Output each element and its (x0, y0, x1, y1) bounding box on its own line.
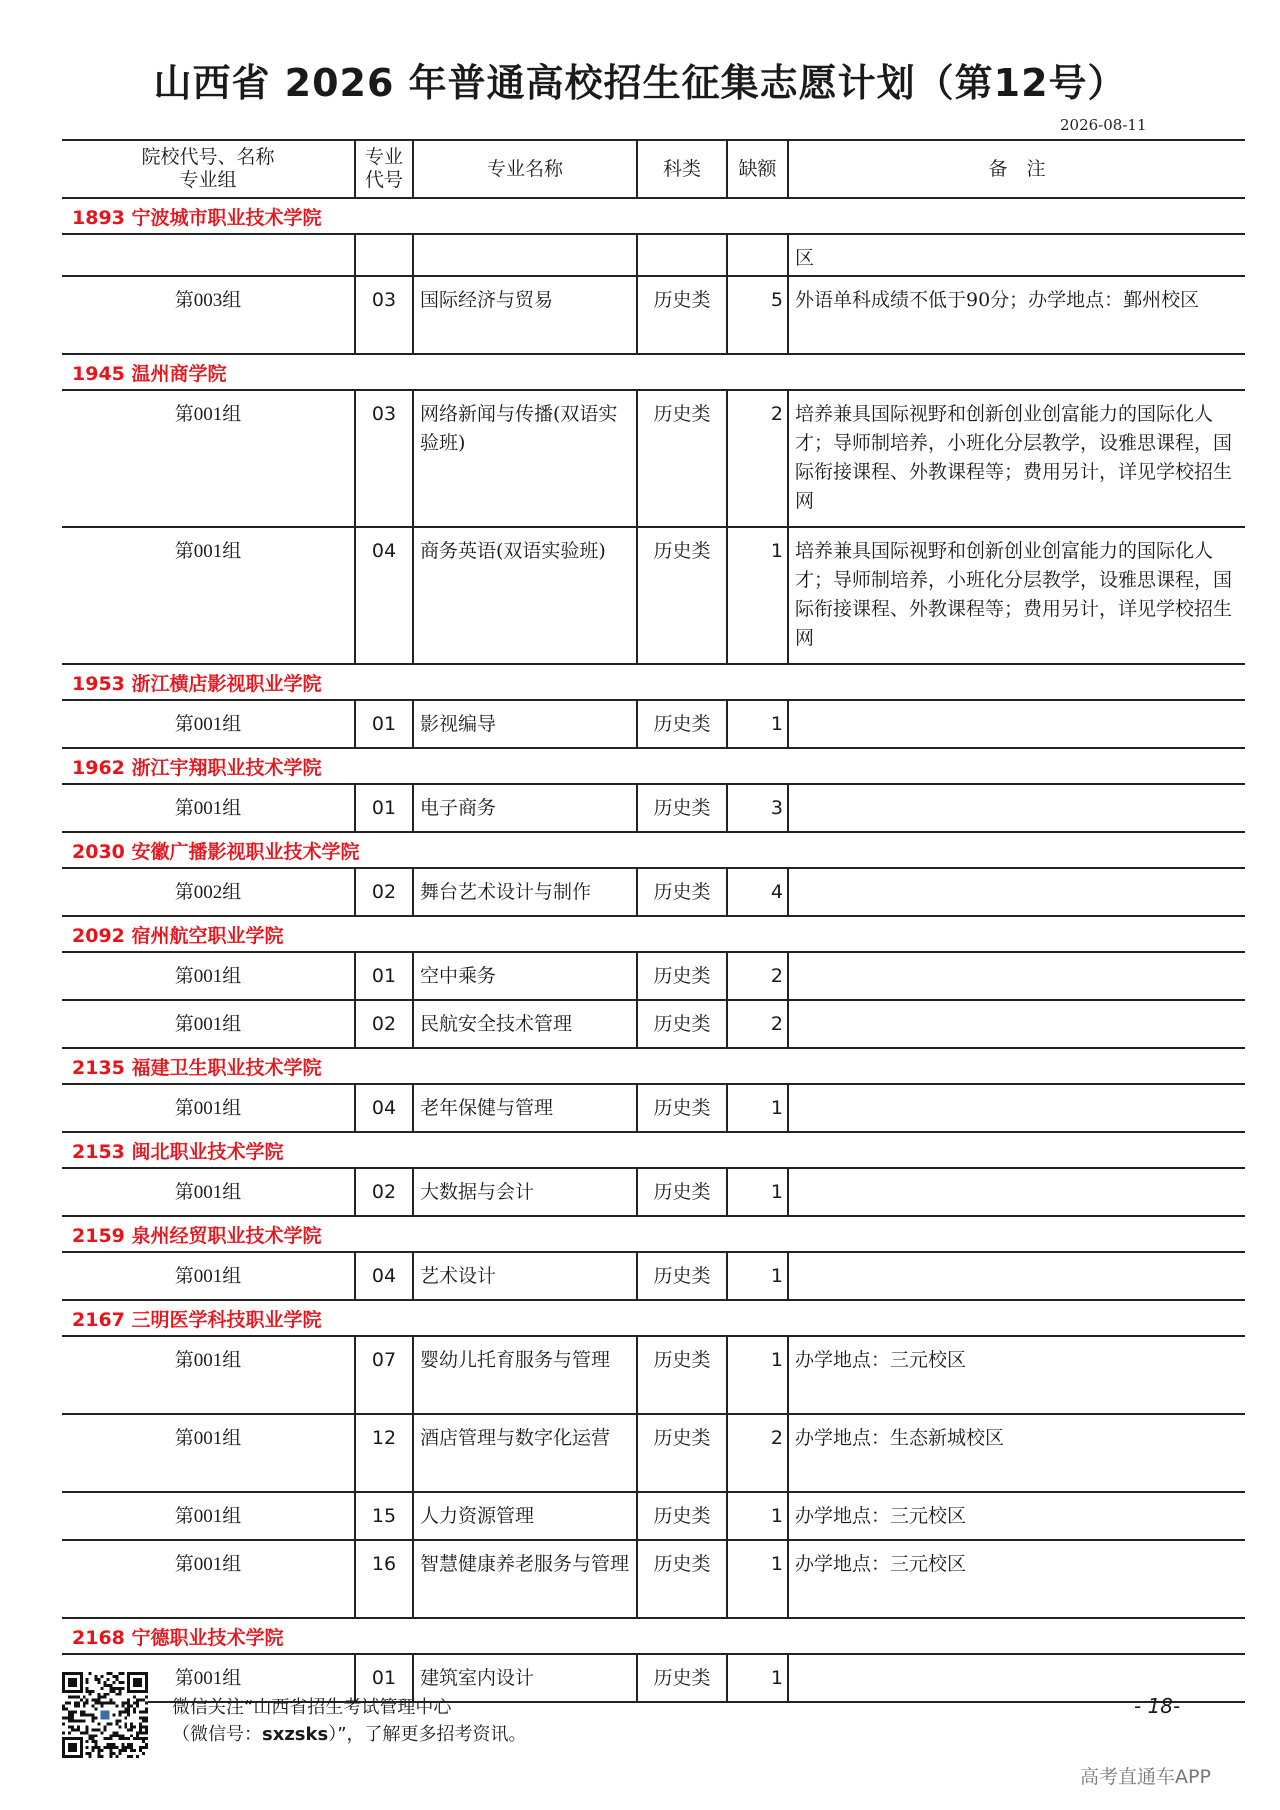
major-name-cell: 建筑室内设计 (412, 1655, 636, 1701)
category-cell: 历史类 (636, 1085, 726, 1131)
major-name-cell: 民航安全技术管理 (412, 1001, 636, 1047)
table-row (62, 391, 1245, 528)
category-cell: 历史类 (636, 785, 726, 831)
vacancy-cell: 2 (726, 953, 787, 999)
major-code-cell: 02 (354, 869, 412, 915)
school-row: 2159 泉州经贸职业技术学院 (62, 1217, 1245, 1253)
vacancy-cell: 5 (726, 277, 787, 353)
header-school-group (62, 141, 354, 197)
table-row (62, 701, 1245, 749)
remarks-cell (787, 785, 1245, 831)
group-cell: 第001组 (174, 966, 242, 987)
vacancy-cell: 1 (726, 1085, 787, 1131)
table-row (62, 1085, 1245, 1133)
table-row (62, 1169, 1245, 1217)
group-cell: 第001组 (174, 1554, 242, 1575)
header-major-name: 专业名称 (412, 141, 636, 197)
header-category: 科类 (636, 141, 726, 197)
major-code-cell: 02 (354, 1001, 412, 1047)
remarks-cell (787, 1253, 1245, 1299)
table-row (62, 1001, 1245, 1049)
table-body (62, 235, 1245, 1703)
category-cell: 历史类 (636, 953, 726, 999)
vacancy-cell: 1 (726, 1169, 787, 1215)
footer-text (172, 1694, 527, 1748)
remarks-cell (787, 869, 1245, 915)
major-name-cell (412, 235, 636, 275)
table-row (62, 869, 1245, 917)
school-row: 2168 宁德职业技术学院 (62, 1619, 1245, 1655)
school-row: 2135 福建卫生职业技术学院 (62, 1049, 1245, 1085)
header-remarks: 备 注 (787, 141, 1245, 197)
vacancy-cell: 3 (726, 785, 787, 831)
major-code-cell: 04 (354, 528, 412, 663)
header-school-group-text: 院校代号、名称 专业组 (141, 146, 275, 191)
vacancy-cell: 2 (726, 1415, 787, 1491)
major-name-cell: 影视编导 (412, 701, 636, 747)
remarks-cell (787, 701, 1245, 747)
major-code-cell: 04 (354, 1085, 412, 1131)
group-cell: 第001组 (174, 1098, 242, 1119)
category-cell: 历史类 (636, 1253, 726, 1299)
major-name-cell: 商务英语(双语实验班) (412, 528, 636, 663)
vacancy-cell: 1 (726, 1337, 787, 1413)
group-cell: 第001组 (174, 1668, 242, 1689)
vacancy-cell: 4 (726, 869, 787, 915)
major-name-cell: 老年保健与管理 (412, 1085, 636, 1131)
school-row: 1893 宁波城市职业技术学院 (62, 199, 1245, 235)
school-row: 1945 温州商学院 (62, 355, 1245, 391)
header-major-code-text: 专业 代号 (364, 146, 403, 191)
remarks-cell (787, 953, 1245, 999)
major-name-cell: 空中乘务 (412, 953, 636, 999)
table-row (62, 1493, 1245, 1541)
major-code-cell: 16 (354, 1541, 412, 1617)
category-cell: 历史类 (636, 1001, 726, 1047)
table-row (62, 528, 1245, 665)
group-cell: 第001组 (174, 1428, 242, 1449)
school-row: 1962 浙江宇翔职业技术学院 (62, 749, 1245, 785)
group-cell: 第001组 (174, 1350, 242, 1371)
vacancy-cell: 1 (726, 701, 787, 747)
category-cell: 历史类 (636, 1169, 726, 1215)
major-name-cell: 网络新闻与传播(双语实验班) (412, 391, 636, 526)
group-cell: 第001组 (174, 1266, 242, 1287)
major-code-cell: 03 (354, 391, 412, 526)
category-cell: 历史类 (636, 701, 726, 747)
footer-line-1: 微信关注“山西省招生考试管理中心 (172, 1697, 452, 1718)
footer-line-2 (172, 1721, 527, 1748)
school-row: 1953 浙江横店影视职业学院 (62, 665, 1245, 701)
footer-line-2-suffix: ）”，了解更多招考资讯。 (328, 1724, 527, 1745)
vacancy-cell: 2 (726, 391, 787, 526)
remarks-cell: 办学地点：生态新城校区 (787, 1415, 1245, 1491)
wechat-id: sxzsks (262, 1724, 329, 1745)
major-code-cell: 12 (354, 1415, 412, 1491)
group-cell: 第001组 (174, 1182, 242, 1203)
continued-row (62, 235, 1245, 277)
group-cell: 第001组 (174, 798, 242, 819)
category-cell: 历史类 (636, 1415, 726, 1491)
vacancy-cell: 1 (726, 1541, 787, 1617)
major-name-cell: 酒店管理与数字化运营 (412, 1415, 636, 1491)
page-number: - 18- (1134, 1694, 1181, 1718)
vacancy-cell: 2 (726, 1001, 787, 1047)
table-row (62, 1337, 1245, 1415)
category-cell: 历史类 (636, 869, 726, 915)
table-row (62, 785, 1245, 833)
major-code-cell: 04 (354, 1253, 412, 1299)
page-title: 山西省 2026 年普通高校招生征集志愿计划（第12号） (153, 61, 1127, 105)
major-name-cell: 电子商务 (412, 785, 636, 831)
major-code-cell: 01 (354, 953, 412, 999)
category-cell (636, 235, 726, 275)
remarks-cell: 办学地点：三元校区 (787, 1541, 1245, 1617)
table-row (62, 1253, 1245, 1301)
enrollment-plan-table (62, 139, 1245, 1703)
major-code-cell: 15 (354, 1493, 412, 1539)
major-name-cell: 人力资源管理 (412, 1493, 636, 1539)
remarks-cell (787, 1085, 1245, 1131)
remarks-cell: 办学地点：三元校区 (787, 1337, 1245, 1413)
remarks-cell: 培养兼具国际视野和创新创业创富能力的国际化人才；导师制培养，小班化分层教学，设雅思课程，国际衔接课程、外教课程等；费用另计，详见学校招生网 (787, 528, 1245, 663)
school-row: 2092 宿州航空职业学院 (62, 917, 1245, 953)
table-row (62, 277, 1245, 355)
group-cell (62, 235, 354, 275)
group-cell: 第003组 (174, 290, 242, 311)
header-vacancy: 缺额 (726, 141, 787, 197)
major-code-cell: 02 (354, 1169, 412, 1215)
table-row (62, 953, 1245, 1001)
major-name-cell: 大数据与会计 (412, 1169, 636, 1215)
header-major-code (354, 141, 412, 197)
major-code-cell: 07 (354, 1337, 412, 1413)
major-code-cell: 01 (354, 701, 412, 747)
major-name-cell: 婴幼儿托育服务与管理 (412, 1337, 636, 1413)
table-row (62, 1415, 1245, 1493)
major-code-cell (354, 235, 412, 275)
major-code-cell: 01 (354, 1655, 412, 1701)
major-code-cell: 01 (354, 785, 412, 831)
issue-date: 2026-08-11 (1060, 116, 1147, 134)
category-cell: 历史类 (636, 1337, 726, 1413)
table-header (62, 141, 1245, 199)
major-name-cell: 国际经济与贸易 (412, 277, 636, 353)
watermark: 高考直通车APP (1080, 1766, 1211, 1788)
vacancy-cell: 1 (726, 528, 787, 663)
major-name-cell: 艺术设计 (412, 1253, 636, 1299)
school-row: 2167 三明医学科技职业学院 (62, 1301, 1245, 1337)
group-cell: 第001组 (174, 541, 242, 562)
remarks-cell: 培养兼具国际视野和创新创业创富能力的国际化人才；导师制培养，小班化分层教学，设雅思课程，国际衔接课程、外教课程等；费用另计，详见学校招生网 (787, 391, 1245, 526)
vacancy-cell: 1 (726, 1253, 787, 1299)
qr-code-icon (62, 1672, 148, 1758)
category-cell: 历史类 (636, 1493, 726, 1539)
major-name-cell: 舞台艺术设计与制作 (412, 869, 636, 915)
remarks-cell: 外语单科成绩不低于90分；办学地点：鄞州校区 (787, 277, 1245, 353)
table-row (62, 1541, 1245, 1619)
major-code-cell: 03 (354, 277, 412, 353)
vacancy-cell: 1 (726, 1655, 787, 1701)
group-cell: 第001组 (174, 1014, 242, 1035)
footer (62, 1672, 1245, 1772)
category-cell: 历史类 (636, 277, 726, 353)
school-row: 2153 闽北职业技术学院 (62, 1133, 1245, 1169)
category-cell: 历史类 (636, 391, 726, 526)
category-cell: 历史类 (636, 1655, 726, 1701)
group-cell: 第001组 (174, 1506, 242, 1527)
school-row: 2030 安徽广播影视职业技术学院 (62, 833, 1245, 869)
vacancy-cell: 1 (726, 1493, 787, 1539)
remarks-cell: 办学地点：三元校区 (787, 1493, 1245, 1539)
remarks-cell (787, 1169, 1245, 1215)
footer-line-2-prefix: （微信号： (172, 1724, 262, 1745)
remarks-cell: 区 (787, 235, 1245, 275)
remarks-cell (787, 1001, 1245, 1047)
group-cell: 第001组 (174, 404, 242, 425)
group-cell: 第001组 (174, 714, 242, 735)
major-name-cell: 智慧健康养老服务与管理 (412, 1541, 636, 1617)
vacancy-cell (726, 235, 787, 275)
category-cell: 历史类 (636, 528, 726, 663)
category-cell: 历史类 (636, 1541, 726, 1617)
group-cell: 第002组 (174, 882, 242, 903)
